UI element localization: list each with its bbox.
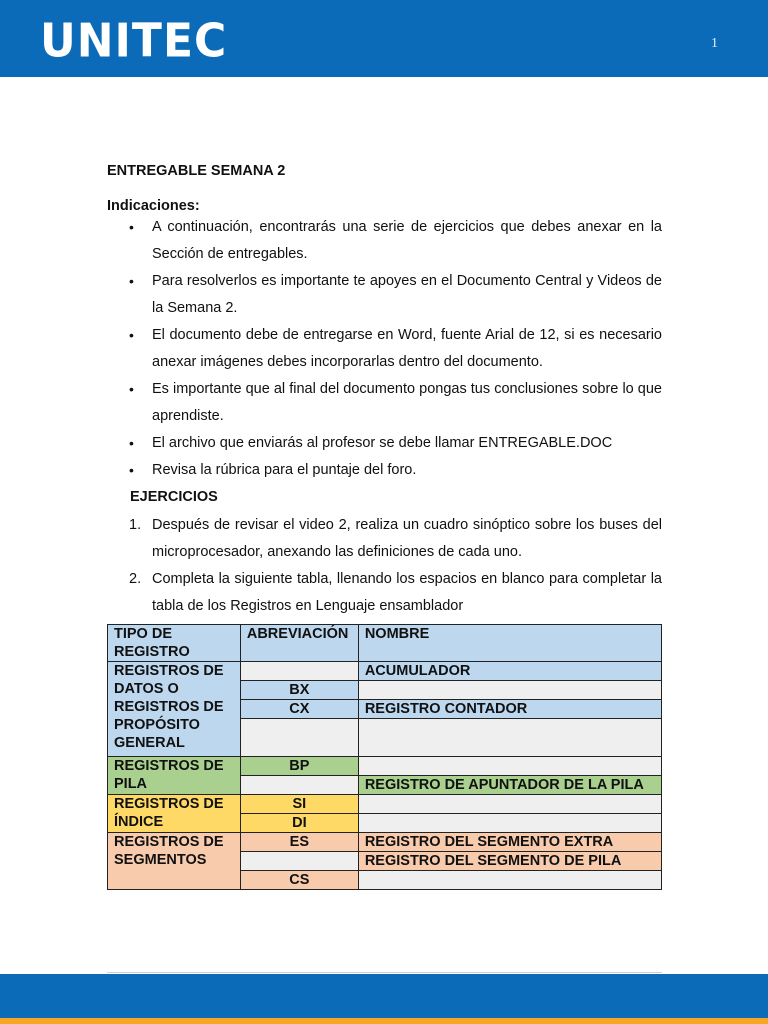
bullet-icon: • <box>129 462 134 478</box>
bullet-icon: • <box>129 219 134 235</box>
name-cell[interactable]: ACUMULADOR <box>358 662 661 681</box>
page-footer <box>0 974 768 1018</box>
header-cell-abbr: ABREVIACIÓN <box>240 625 358 662</box>
name-cell[interactable] <box>358 814 661 833</box>
name-cell[interactable] <box>358 757 661 776</box>
abbr-cell[interactable] <box>240 719 358 757</box>
document-title: ENTREGABLE SEMANA 2 <box>107 163 286 179</box>
name-cell[interactable]: REGISTRO DE APUNTADOR DE LA PILA <box>358 776 661 795</box>
header-cell-type: TIPO DE REGISTRO <box>108 625 241 662</box>
group-datos: REGISTROS DE DATOS O REGISTROS DE PROPÓSITO GENERAL <box>108 662 241 757</box>
list-item: • El documento debe de entregarse en Word, fuente Arial de 12, si es necesario anexar imágenes debes incorporarlas dentro del documento. <box>107 322 662 376</box>
list-item: • A continuación, encontrarás una serie de ejercicios que debes anexar en la Sección de entregables. <box>107 214 662 268</box>
table-header-row <box>108 625 662 662</box>
abbr-cell[interactable] <box>240 776 358 795</box>
group-indice: REGISTROS DE ÍNDICE <box>108 795 241 833</box>
name-cell[interactable]: REGISTRO DEL SEGMENTO EXTRA <box>358 833 661 852</box>
group-pila: REGISTROS DE PILA <box>108 757 241 795</box>
abbr-cell[interactable]: BP <box>240 757 358 776</box>
table-row <box>108 662 662 681</box>
bullet-icon: • <box>129 327 134 343</box>
table-row <box>108 757 662 776</box>
abbr-cell[interactable] <box>240 662 358 681</box>
page-header <box>0 0 768 77</box>
abbr-cell[interactable]: SI <box>240 795 358 814</box>
indications-label: Indicaciones: <box>107 198 200 214</box>
abbr-cell[interactable]: DI <box>240 814 358 833</box>
name-cell[interactable] <box>358 871 661 890</box>
abbr-cell[interactable]: CS <box>240 871 358 890</box>
unitec-logo: UNITEC <box>40 14 228 69</box>
exercise-item: 2. Completa la siguiente tabla, llenando los espacios en blanco para completar la tabla de los Registros en Lenguaje ensamblador <box>129 571 662 614</box>
bullet-icon: • <box>129 273 134 289</box>
abbr-cell[interactable] <box>240 852 358 871</box>
indications-list <box>107 214 662 484</box>
abbr-cell[interactable]: CX <box>240 700 358 719</box>
registers-table <box>107 624 662 890</box>
footer-divider <box>107 972 662 973</box>
name-cell[interactable] <box>358 719 661 757</box>
footer-stripe <box>0 1018 768 1024</box>
page-number: 1 <box>711 36 718 51</box>
name-cell[interactable] <box>358 795 661 814</box>
group-segmentos: REGISTROS DE SEGMENTOS <box>108 833 241 890</box>
header-cell-name: NOMBRE <box>358 625 661 662</box>
list-item: • El archivo que enviarás al profesor se debe llamar ENTREGABLE.DOC <box>107 430 662 457</box>
exercises-list <box>107 512 662 620</box>
abbr-cell[interactable]: ES <box>240 833 358 852</box>
exercises-heading: EJERCICIOS <box>130 489 218 505</box>
list-item: • Revisa la rúbrica para el puntaje del foro. <box>107 457 662 484</box>
list-item: • Para resolverlos es importante te apoyes en el Documento Central y Videos de la Semana 2. <box>107 268 662 322</box>
name-cell[interactable] <box>358 681 661 700</box>
bullet-icon: • <box>129 435 134 451</box>
name-cell[interactable]: REGISTRO DEL SEGMENTO DE PILA <box>358 852 661 871</box>
list-item: • Es importante que al final del documento pongas tus conclusiones sobre lo que aprendiste. <box>107 376 662 430</box>
abbr-cell[interactable]: BX <box>240 681 358 700</box>
bullet-icon: • <box>129 381 134 397</box>
name-cell[interactable]: REGISTRO CONTADOR <box>358 700 661 719</box>
table-row <box>108 833 662 852</box>
exercise-item: 1. Después de revisar el video 2, realiza un cuadro sinóptico sobre los buses del microprocesador, anexando las definiciones de cada uno. <box>129 517 662 560</box>
table-row <box>108 795 662 814</box>
